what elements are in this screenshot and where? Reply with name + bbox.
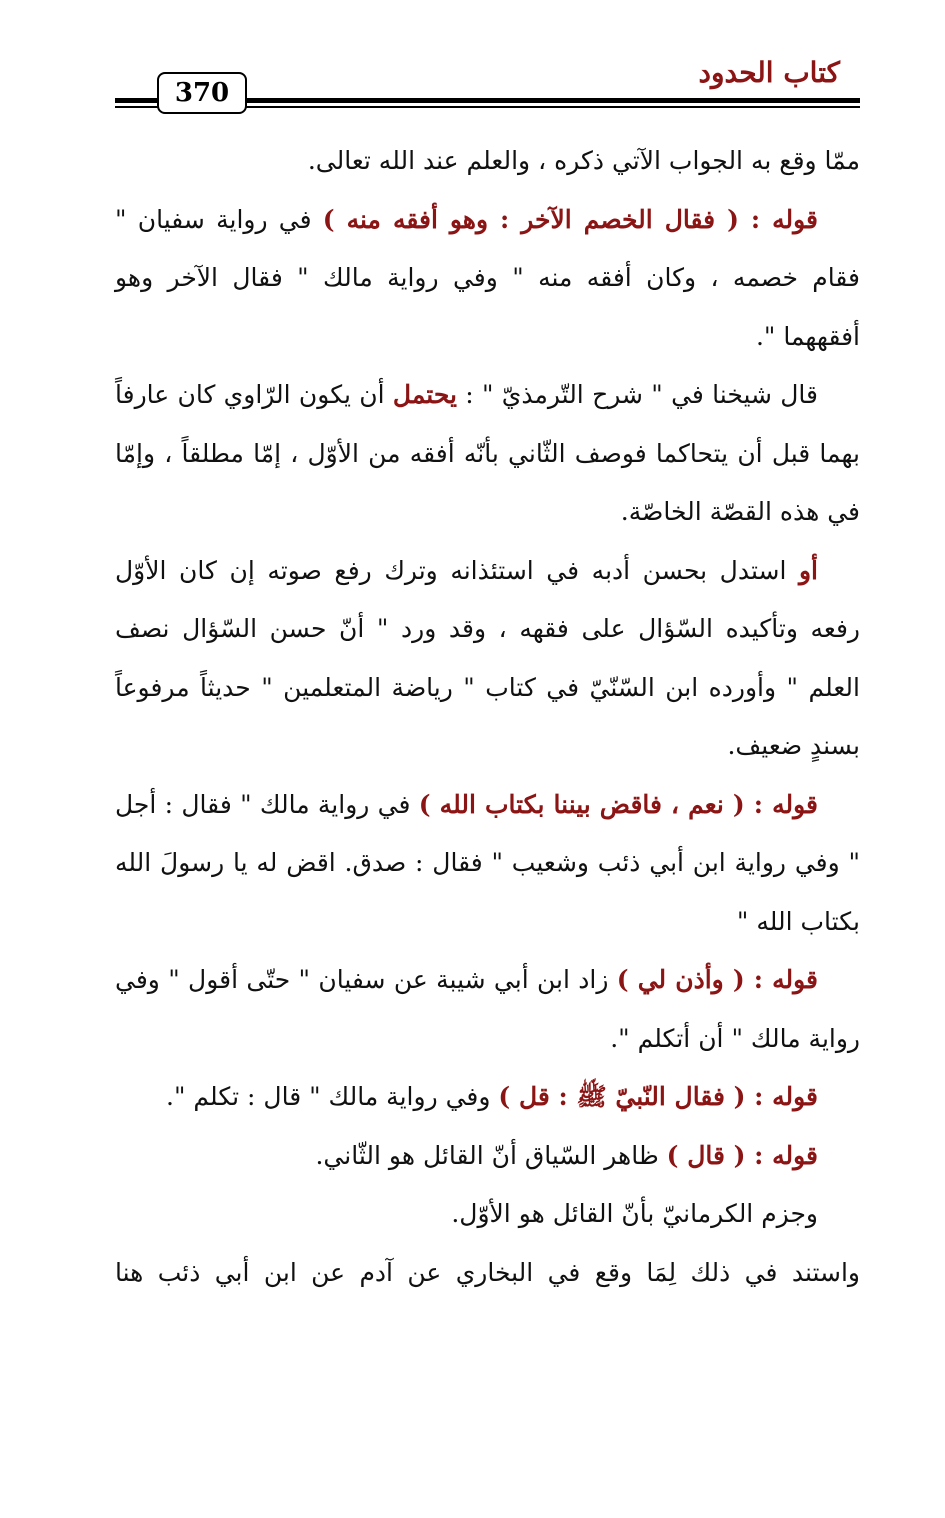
quoted-phrase: قوله : ( وأذن لي ) [616,965,818,994]
paragraph [115,1244,860,1303]
page-body [115,132,860,1302]
page-number: 370 [157,72,247,114]
body-text: زاد ابن أبي شيبة عن سفيان " حتّى أقول " وفي رواية مالك " أن أتكلم ". [115,965,860,1053]
body-text: وفي رواية مالك " قال : تكلم ". [166,1082,499,1111]
body-text: أن يكون الرّاوي كان عارفاً بهما قبل أن يتحاكما فوصف الثّاني بأنّه أفقه من الأوّل ، إمّا مطلقاً ، وإمّا في هذه القصّة الخاصّة. [115,380,860,526]
body-text: واستند في ذلك لِمَا وقع في البخاري عن آدم عن ابن أبي ذئب هنا [115,1257,860,1287]
highlighted-word: يحتمل [392,380,457,409]
paragraph [115,951,860,1068]
paragraph [115,776,860,952]
quoted-phrase: قوله : ( فقال الخصم الآخر : وهو أفقه منه ) [322,204,818,234]
paragraph [115,366,860,542]
body-text: ممّا وقع به الجواب الآتي ذكره ، والعلم عند الله تعالى. [307,146,860,175]
paragraph [115,1185,860,1244]
body-text: قال شيخنا في " شرح التّرمذيّ " : [456,380,818,409]
chapter-title: كتاب الحدود [698,56,840,89]
body-text: ظاهر السّياق أنّ القائل هو الثّاني. [315,1140,667,1170]
paragraph [115,132,860,191]
quoted-phrase: قوله : ( قال ) [666,1140,818,1170]
quoted-phrase: قوله : ( نعم ، فاقض بيننا بكتاب الله ) [418,789,818,819]
quoted-phrase: قوله : ( فقال النّبيّ ﷺ : قل ) [498,1082,818,1111]
highlighted-word: أو [798,555,818,585]
page-header [115,50,860,120]
body-text: في رواية مالك " فقال : أجل " وفي رواية ابن أبي ذئب وشعيب " فقال : صدق. اقض له يا رسولَ الله بكتاب الله " [115,789,860,936]
paragraph [115,542,860,776]
body-text: في رواية سفيان " فقام خصمه ، وكان أفقه منه " وفي رواية مالك " فقال الآخر وهو أفقههما ". [115,204,860,351]
paragraph [115,1068,860,1127]
body-text: استدل بحسن أدبه في استئذانه وترك رفع صوته إن كان الأوّل رفعه وتأكيده السّؤال على فقهه ، وقد ورد " أنّ حسن السّؤال نصف العلم " وأورده ابن السّنّيّ في كتاب " رياضة المتعلمين " حديثاً مرفوعاً بسندٍ ضعيف. [115,555,860,760]
paragraph [115,191,860,367]
paragraph [115,1127,860,1186]
body-text: وجزم الكرمانيّ بأنّ القائل هو الأوّل. [451,1199,818,1228]
